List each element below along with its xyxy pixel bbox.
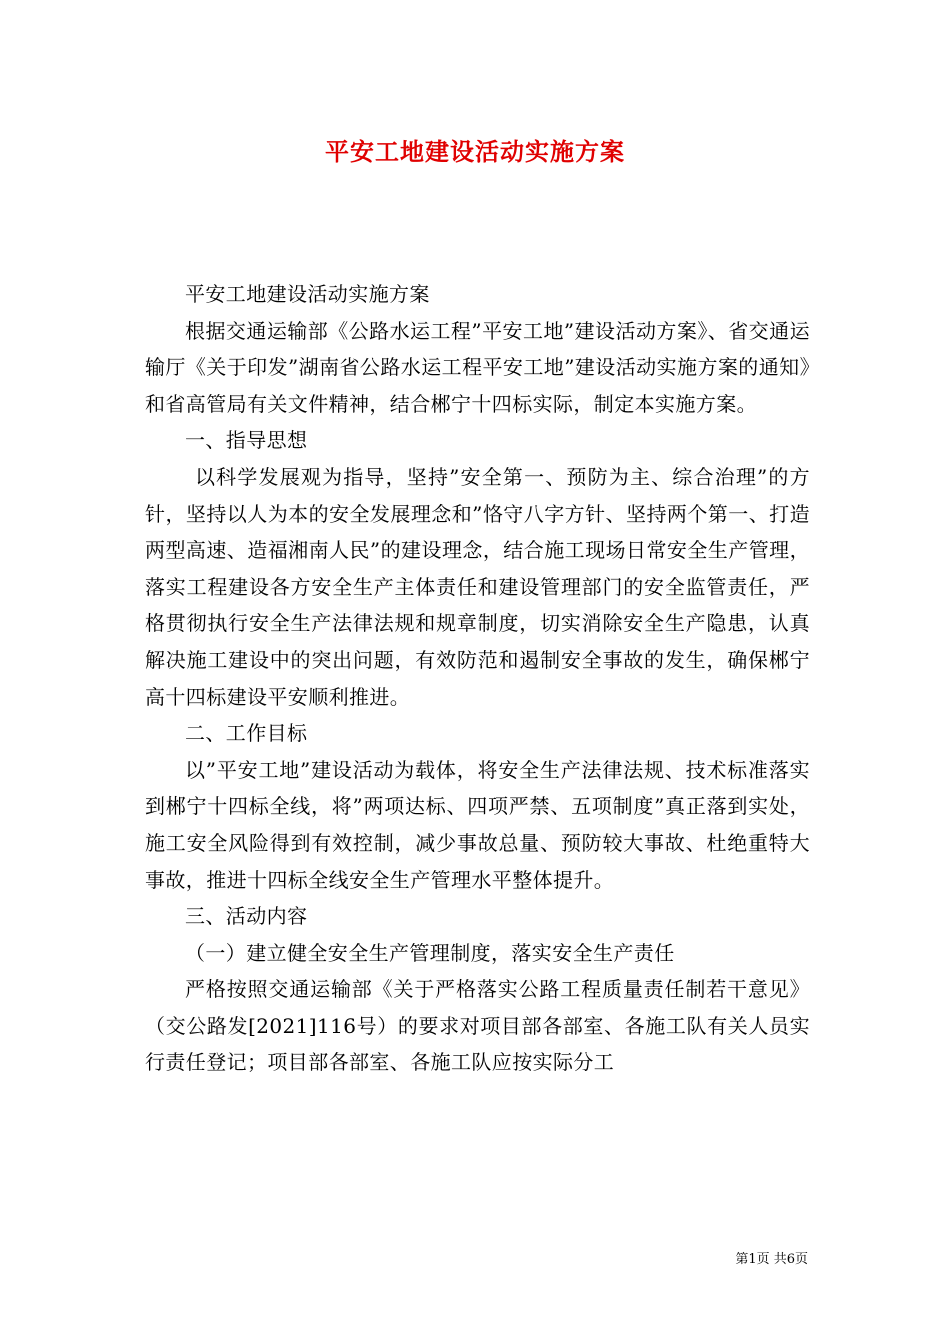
section-heading-work-goals: 二、工作目标 xyxy=(185,721,308,746)
section-heading-guiding-ideology: 一、指导思想 xyxy=(185,428,308,453)
paragraph-responsibility: 严格按照交通运输部《关于严格落实公路工程质量责任制若干意见》（交公路发[2021]116号）的要求对项目部各部室、各施工队有关人员实行责任登记；项目部各部室、各施工队应按实际分工 xyxy=(145,977,810,1075)
paragraph-intro: 根据交通运输部《公路水运工程”平安工地”建设活动方案》、省交通运输厅《关于印发”湖南省公路水运工程平安工地”建设活动实施方案的通知》和省高管局有关文件精神，结合郴宁十四标实际，制定本实施方案。 xyxy=(145,318,810,416)
page-number: 第1页 共6页 xyxy=(735,1252,808,1267)
page-title: 平安工地建设活动实施方案 xyxy=(325,137,625,166)
paragraph-work-goals: 以”平安工地”建设活动为载体，将安全生产法律法规、技术标准落实到郴宁十四标全线，将”两项达标、四项严禁、五项制度”真正落到实处，施工安全风险得到有效控制，减少事故总量、预防较大事故、杜绝重特大事故，推进十四标全线安全生产管理水平整体提升。 xyxy=(145,757,810,892)
section-heading-activity-content: 三、活动内容 xyxy=(185,904,308,929)
document-body xyxy=(145,276,810,1081)
paragraph-guiding-ideology: 以科学发展观为指导，坚持”安全第一、预防为主、综合治理”的方针，坚持以人为本的安全发展理念和”恪守八字方针、坚持两个第一、打造两型高速、造福湘南人民”的建设理念，结合施工现场日常安全生产管理，落实工程建设各方安全生产主体责任和建设管理部门的安全监管责任，严格贯彻执行安全生产法律法规和规章制度，切实消除安全生产隐患，认真解决施工建设中的突出问题，有效防范和遏制安全事故的发生，确保郴宁高十四标建设平安顺利推进。 xyxy=(145,464,810,709)
paragraph-heading: 平安工地建设活动实施方案 xyxy=(185,282,430,306)
subsection-heading-1: （一）建立健全安全生产管理制度，落实安全生产责任 xyxy=(185,940,675,965)
